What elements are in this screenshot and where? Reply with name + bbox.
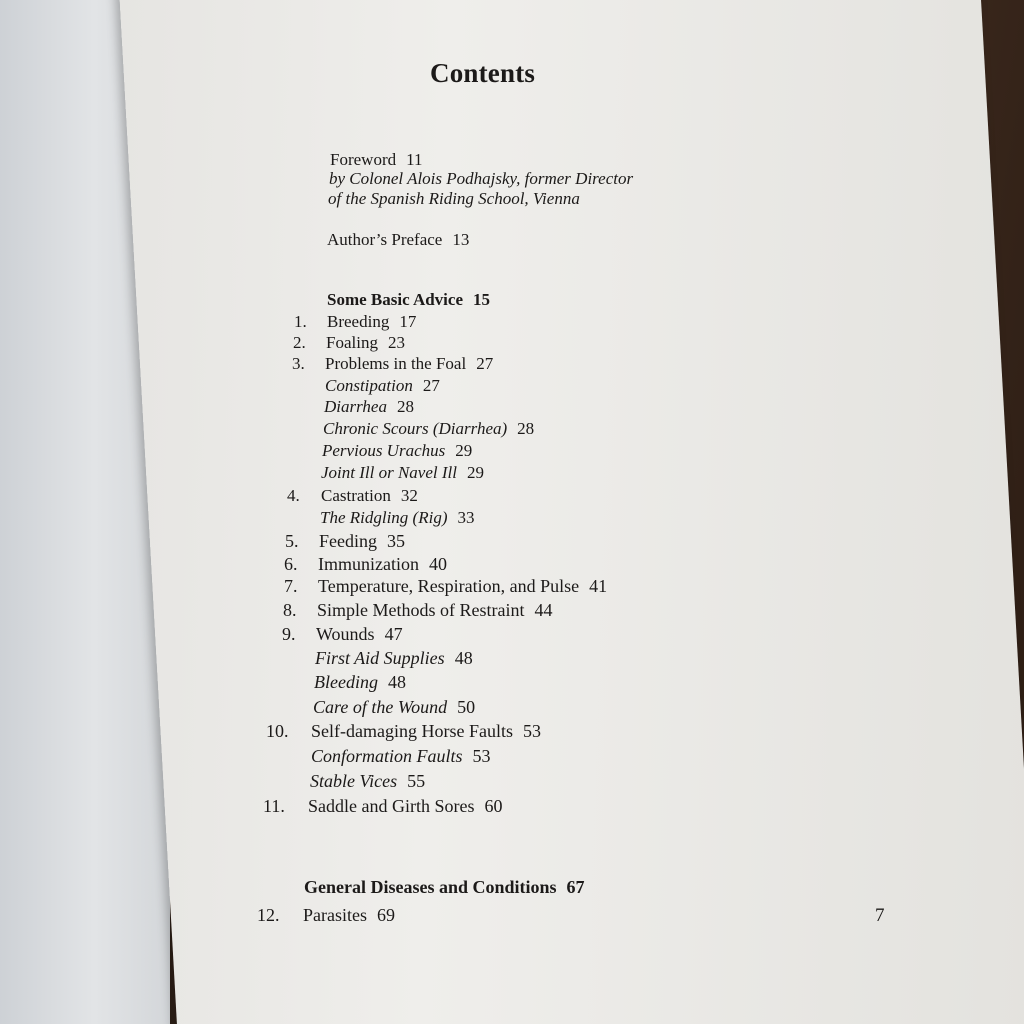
toc-subentry: Care of the Wound 50 [313,697,476,717]
toc-entry-foreword: Foreword 11 [330,150,423,169]
toc-subentry: Chronic Scours (Diarrhea) 28 [323,419,535,438]
foreword-byline-1: by Colonel Alois Podhajsky, former Director [329,169,634,188]
toc-entry: 6. Immunization 40 [284,554,447,574]
toc-entry: 7. Temperature, Respiration, and Pulse 41 [284,576,608,596]
toc-subentry: Constipation 27 [325,376,440,395]
toc-subentry: Stable Vices 55 [310,771,426,791]
foreword-byline-2: of the Spanish Riding School, Vienna [328,189,580,208]
toc-entry-preface: Author’s Preface 13 [327,230,470,249]
toc-entry: 12. Parasites 69 [257,905,395,925]
toc-entry: 11. Saddle and Girth Sores 60 [263,796,503,816]
toc-entry: 1. Breeding 17 [294,312,417,331]
toc-subentry: Conformation Faults 53 [311,746,491,766]
toc-entry: 10. Self-damaging Horse Faults 53 [266,721,541,741]
toc-subentry: First Aid Supplies 48 [315,648,473,668]
toc-subentry: Joint Ill or Navel Ill 29 [321,463,484,482]
toc-subentry: The Ridgling (Rig) 33 [320,508,475,527]
toc-entry: 4. Castration 32 [287,486,418,505]
page-title: Contents [430,58,536,88]
toc-subentry: Pervious Urachus 29 [322,441,473,460]
toc-entry: 3. Problems in the Foal 27 [292,354,494,373]
toc-entry: 2. Foaling 23 [293,333,405,352]
page-number: 7 [875,905,885,926]
toc-subentry: Diarrhea 28 [324,397,414,416]
toc-entry: 9. Wounds 47 [282,624,403,644]
toc-subentry: Bleeding 48 [314,672,406,692]
part-heading-basic-advice: Some Basic Advice 15 [327,290,490,309]
part-heading-general-diseases: General Diseases and Conditions 67 [304,877,585,897]
toc-entry: 8. Simple Methods of Restraint 44 [283,600,553,620]
toc-entry: 5. Feeding 35 [285,531,405,551]
